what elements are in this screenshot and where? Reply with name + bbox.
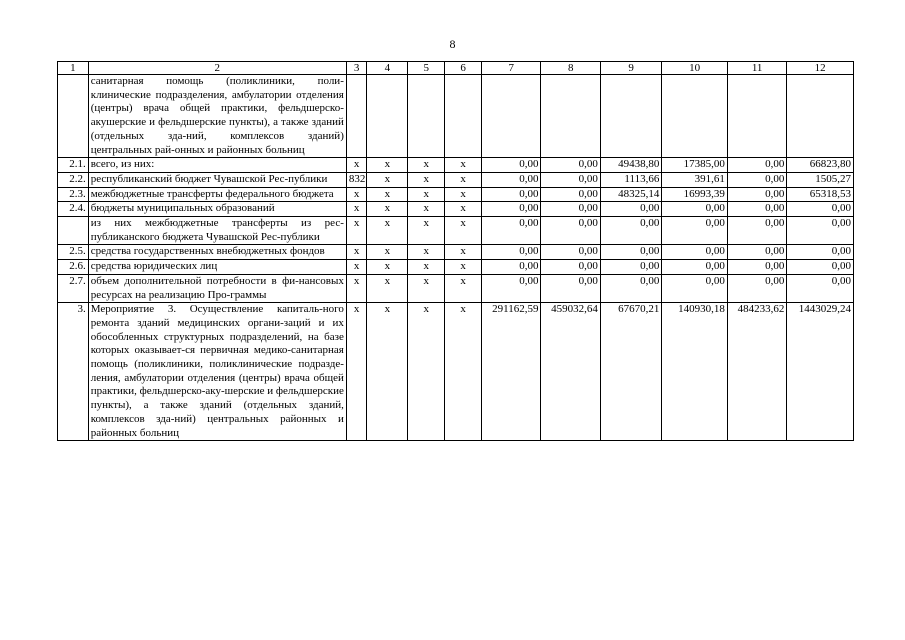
table-cell: 0,00 [482, 202, 541, 217]
table-row [58, 75, 854, 158]
table-cell: x [445, 217, 482, 245]
table-cell: 0,00 [787, 260, 854, 275]
table-cell: 1443029,24 [787, 303, 854, 441]
table-cell: 0,00 [727, 202, 786, 217]
table-cell: x [408, 245, 445, 260]
column-header: 6 [445, 62, 482, 75]
table-cell: 0,00 [662, 260, 728, 275]
table-cell: x [346, 274, 366, 302]
table-cell: x [445, 260, 482, 275]
table-cell: 0,00 [600, 274, 661, 302]
table-cell: x [445, 274, 482, 302]
table-cell: 0,00 [727, 172, 786, 187]
table-cell: 0,00 [600, 260, 661, 275]
table-cell: 832 [346, 172, 366, 187]
table-row [58, 187, 854, 202]
table-cell: x [367, 217, 408, 245]
table-cell: 0,00 [662, 274, 728, 302]
row-description: средства государственных внебюджетных фондов [88, 245, 346, 260]
row-description: бюджеты муниципальных образований [88, 202, 346, 217]
table-cell: 0,00 [727, 217, 786, 245]
table-cell [787, 75, 854, 158]
table-cell: x [408, 172, 445, 187]
table-cell: 48325,14 [600, 187, 661, 202]
table-cell: x [367, 260, 408, 275]
table-cell: 0,00 [662, 245, 728, 260]
row-index: 2.2. [58, 172, 89, 187]
table-cell: 17385,00 [662, 158, 728, 173]
table-cell: 0,00 [541, 260, 600, 275]
table-cell: 0,00 [662, 202, 728, 217]
table-cell: 67670,21 [600, 303, 661, 441]
table-cell: 0,00 [482, 172, 541, 187]
table-row [58, 245, 854, 260]
table-row [58, 172, 854, 187]
table-cell: 0,00 [541, 202, 600, 217]
table-cell: x [367, 303, 408, 441]
table-cell: 0,00 [482, 187, 541, 202]
table-cell [662, 75, 728, 158]
row-description: межбюджетные трансферты федерального бюджета [88, 187, 346, 202]
table-row [58, 260, 854, 275]
row-index: 2.6. [58, 260, 89, 275]
table-row [58, 202, 854, 217]
column-header: 5 [408, 62, 445, 75]
column-header: 1 [58, 62, 89, 75]
table-cell: 0,00 [662, 217, 728, 245]
table-cell [727, 75, 786, 158]
row-description: объем дополнительной потребности в фи-нансовых ресурсах на реализацию Про-граммы [88, 274, 346, 302]
row-description: средства юридических лиц [88, 260, 346, 275]
table-cell: x [346, 187, 366, 202]
table-cell [541, 75, 600, 158]
table-cell: 291162,59 [482, 303, 541, 441]
row-index: 2.7. [58, 274, 89, 302]
row-index [58, 217, 89, 245]
table-header [58, 62, 854, 75]
table-cell: 0,00 [727, 274, 786, 302]
table-cell: 0,00 [541, 274, 600, 302]
table-cell: x [346, 158, 366, 173]
table-cell: 66823,80 [787, 158, 854, 173]
table-cell: 0,00 [482, 274, 541, 302]
table-cell [482, 75, 541, 158]
column-header: 8 [541, 62, 600, 75]
table-cell: 140930,18 [662, 303, 728, 441]
table-row [58, 274, 854, 302]
table-cell: 16993,39 [662, 187, 728, 202]
table-cell: 0,00 [600, 202, 661, 217]
row-index: 2.3. [58, 187, 89, 202]
table-cell: x [408, 158, 445, 173]
table-cell: x [445, 172, 482, 187]
table-cell: 0,00 [727, 187, 786, 202]
table-cell: x [346, 217, 366, 245]
table-cell: 0,00 [482, 217, 541, 245]
table-row [58, 217, 854, 245]
table-cell: 0,00 [727, 158, 786, 173]
table-cell [445, 75, 482, 158]
table-cell: 0,00 [541, 217, 600, 245]
table-cell: x [367, 187, 408, 202]
table-cell: x [445, 202, 482, 217]
table-cell: x [445, 158, 482, 173]
table-cell [600, 75, 661, 158]
table-cell: x [367, 245, 408, 260]
table-cell: 0,00 [541, 245, 600, 260]
column-header: 10 [662, 62, 728, 75]
table-cell: 0,00 [482, 158, 541, 173]
row-index: 2.5. [58, 245, 89, 260]
table-cell [346, 75, 366, 158]
table-cell: 0,00 [482, 260, 541, 275]
table-cell: 0,00 [727, 245, 786, 260]
table-cell: 0,00 [482, 245, 541, 260]
budget-table [57, 61, 854, 441]
table-cell: 1505,27 [787, 172, 854, 187]
table-cell: 391,61 [662, 172, 728, 187]
table-cell: 0,00 [541, 158, 600, 173]
table-row [58, 303, 854, 441]
table-cell [408, 75, 445, 158]
row-index [58, 75, 89, 158]
table-row [58, 158, 854, 173]
table-cell: 0,00 [787, 217, 854, 245]
table-cell: x [346, 260, 366, 275]
table-cell: 0,00 [541, 172, 600, 187]
table-cell: x [445, 303, 482, 441]
table-cell: x [408, 303, 445, 441]
table-cell: x [408, 274, 445, 302]
row-index: 2.4. [58, 202, 89, 217]
table-cell: x [445, 245, 482, 260]
page-number: 8 [449, 37, 456, 51]
header-row [58, 62, 854, 75]
table-cell: 0,00 [787, 202, 854, 217]
row-description: Мероприятие 3. Осуществление капиталь-ного ремонта зданий медицинских органи-заций и их обособленных структурных подразделений, на базе которых оказывает-ся первичная медико-санитарная помощь (поликлиники, поликлинические подразде-ления, амбулатории отделения (центры) врача общей практики, фельдшерско-аку-шерские и фельдшерские пункты), а также зданий (отдельных зданий, комплексов зда-ний) центральных районных и районных больниц [88, 303, 346, 441]
table-cell: x [408, 187, 445, 202]
column-header: 7 [482, 62, 541, 75]
table-body [58, 75, 854, 441]
table-cell: x [346, 303, 366, 441]
column-header: 2 [88, 62, 346, 75]
table-cell: x [408, 260, 445, 275]
table-cell: x [367, 202, 408, 217]
column-header: 11 [727, 62, 786, 75]
column-header: 12 [787, 62, 854, 75]
table-cell [367, 75, 408, 158]
table-cell: x [367, 158, 408, 173]
table-cell: 459032,64 [541, 303, 600, 441]
table-cell: 1113,66 [600, 172, 661, 187]
table-cell: x [367, 172, 408, 187]
table-cell: 0,00 [600, 245, 661, 260]
row-index: 2.1. [58, 158, 89, 173]
table-cell: x [346, 202, 366, 217]
column-header: 3 [346, 62, 366, 75]
table-cell: 0,00 [727, 260, 786, 275]
row-description: республиканский бюджет Чувашской Рес-публики [88, 172, 346, 187]
row-index: 3. [58, 303, 89, 441]
table-cell: 49438,80 [600, 158, 661, 173]
table-cell: 65318,53 [787, 187, 854, 202]
table-cell: x [445, 187, 482, 202]
column-header: 4 [367, 62, 408, 75]
table-cell: x [346, 245, 366, 260]
table-cell: 0,00 [600, 217, 661, 245]
column-header: 9 [600, 62, 661, 75]
table-cell: x [367, 274, 408, 302]
table-cell: 0,00 [787, 245, 854, 260]
table-cell: x [408, 202, 445, 217]
table-cell: x [408, 217, 445, 245]
table-cell: 0,00 [787, 274, 854, 302]
row-description: всего, из них: [88, 158, 346, 173]
row-description: санитарная помощь (поликлиники, поли-клинические подразделения, амбулатории отделения (центры) врача общей практики, фельдшерско-акушерские и фельдшерские пункты), а также зданий (отдельных зда-ний, комплексов зданий) центральных рай-онных и районных больниц [88, 75, 346, 158]
row-description: из них межбюджетные трансферты из рес-публиканского бюджета Чувашской Рес-публики [88, 217, 346, 245]
table-cell: 0,00 [541, 187, 600, 202]
table-cell: 484233,62 [727, 303, 786, 441]
